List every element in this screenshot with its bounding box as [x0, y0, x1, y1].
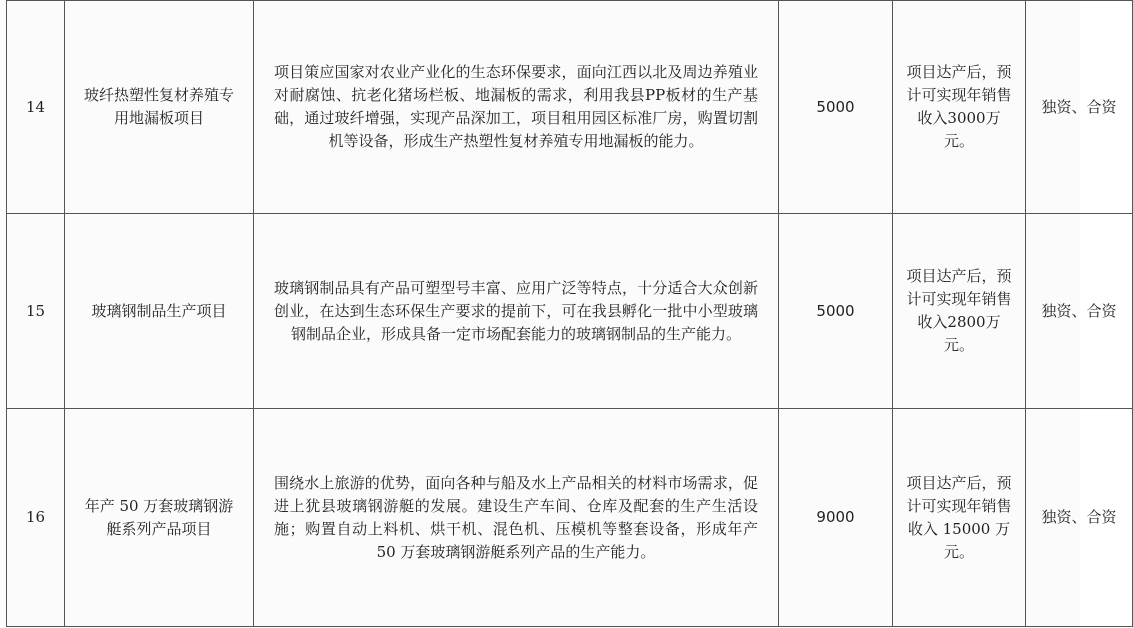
project-name-cell [65, 214, 254, 409]
table-row [7, 214, 1133, 409]
investment-amount: 5000 [779, 1, 893, 214]
project-name-cell [65, 409, 254, 627]
expected-benefit-cell [893, 214, 1026, 409]
expected-benefit: 项目达产后，预计可实现年销售收入2800万元。 [906, 267, 1012, 354]
projects-table [6, 0, 1133, 627]
expected-benefit-cell [893, 1, 1026, 214]
project-name: 年产 50 万套玻璃钢游艇系列产品项目 [84, 496, 234, 538]
investment-amount: 9000 [779, 409, 893, 627]
project-description-cell [254, 409, 779, 627]
project-description-cell [254, 214, 779, 409]
table-row [7, 1, 1133, 214]
project-description: 项目策应国家对农业产业化的生态环保要求，面向江西以北及周边养殖业对耐腐蚀、抗老化猪场栏板、地漏板的需求，利用我县PP板材的生产基础，通过玻纤增强，实现产品深加工，项目租用园区标准厂房，购置切割机等设备，形成生产热塑性复材养殖专用地漏板的能力。 [274, 63, 758, 150]
project-name: 玻璃钢制品生产项目 [91, 301, 227, 320]
cooperation-mode: 独资、合资 [1026, 1, 1133, 214]
project-description: 围绕水上旅游的优势，面向各种与船及水上产品相关的材料市场需求，促进上犹县玻璃钢游艇的发展。建设生产车间、仓库及配套的生产生活设施；购置自动上料机、烘干机、混色机、压模机等整套设备，形成年产 50 万套玻璃钢游艇系列产品的生产能力。 [274, 473, 758, 561]
project-description-cell [254, 1, 779, 214]
project-name-cell [65, 1, 254, 214]
project-description: 玻璃钢制品具有产品可塑型号丰富、应用广泛等特点，十分适合大众创新创业，在达到生态环保生产要求的提前下，可在我县孵化一批中小型玻璃钢制品企业，形成具备一定市场配套能力的玻璃钢制品的生产能力。 [274, 278, 758, 343]
cooperation-mode: 独资、合资 [1026, 214, 1133, 409]
expected-benefit: 项目达产后，预计可实现年销售收入 15000 万元。 [906, 473, 1012, 561]
row-number: 14 [7, 1, 65, 214]
table-row [7, 409, 1133, 627]
investment-amount: 5000 [779, 214, 893, 409]
cooperation-mode: 独资、合资 [1026, 409, 1133, 627]
row-number: 16 [7, 409, 65, 627]
project-name: 玻纤热塑性复材养殖专用地漏板项目 [84, 86, 235, 127]
expected-benefit-cell [893, 409, 1026, 627]
expected-benefit: 项目达产后，预计可实现年销售收入3000万元。 [906, 63, 1012, 150]
row-number: 15 [7, 214, 65, 409]
